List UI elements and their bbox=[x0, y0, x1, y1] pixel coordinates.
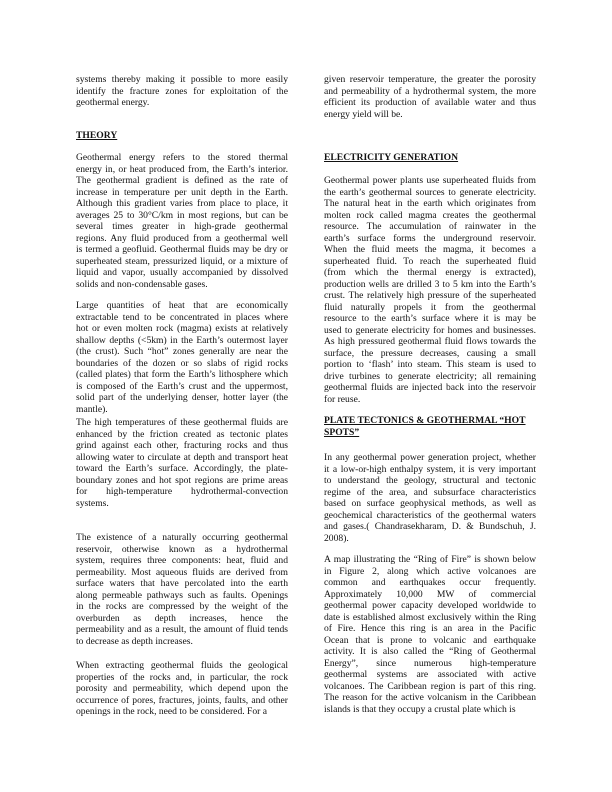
text-line: The geothermal gradient is defined as the rate of bbox=[76, 175, 288, 186]
text-line: regions. Any fluid produced from a geothermal well bbox=[76, 232, 288, 244]
text-line: A map illustrating the “Ring of Fire” is shown below bbox=[324, 554, 536, 565]
text-line: and permeability of a hydrothermal system, the more bbox=[324, 85, 536, 97]
text-line: When extracting geothermal fluids the geological bbox=[76, 660, 288, 671]
text-line: along permeable pathways such as faults. Openings bbox=[76, 589, 288, 601]
text-line: is termed a geofluid. Geothermal fluids may be dry or bbox=[76, 244, 288, 255]
text-line: (from which the thermal energy is extracted), bbox=[324, 267, 536, 278]
text-line: reservoir, otherwise known as a hydrothermal bbox=[76, 543, 288, 555]
text-line: for reuse. bbox=[324, 393, 361, 405]
text-line: When the fluid meets the magma, it becomes a bbox=[324, 244, 536, 255]
text-line: extractable tend to be concentrated in places where bbox=[76, 311, 288, 323]
text-line: (the crust). Such “hot” zones generally are near the bbox=[76, 346, 288, 357]
text-line: grind against each other, fracturing rocks and thus bbox=[76, 440, 288, 451]
text-line: earth’s surface forms the underground reservoir. bbox=[324, 232, 536, 244]
heading-electricity-generation: ELECTRICITY GENERATION bbox=[324, 152, 459, 163]
text-line: enhanced by the friction created as tectonic plates bbox=[76, 428, 288, 440]
paragraph-reservoir-continuation bbox=[324, 74, 536, 120]
text-line: efficient its production of available water and thus bbox=[324, 97, 536, 108]
text-line: porosity and permeability, which depend upon the bbox=[76, 683, 288, 694]
paragraph-extraction bbox=[76, 660, 288, 718]
text-line: systems. bbox=[76, 497, 109, 509]
text-line: volcanoes. The Caribbean region is part of this ring. bbox=[324, 680, 536, 692]
text-line: Geothermal energy refers to the stored thermal bbox=[76, 152, 288, 163]
text-line: superheated steam, pressurized liquid, or a mixture of bbox=[76, 255, 288, 267]
text-line: for high-temperature hydrothermal-convection bbox=[76, 486, 288, 497]
text-line: permeability and as a result, the amount of fluid tends bbox=[76, 624, 288, 635]
text-line: mantle). bbox=[76, 403, 108, 415]
text-line: common and earthquakes occur frequently. bbox=[324, 577, 536, 588]
text-line: it a low-or-high enthalpy system, it is very important bbox=[324, 463, 536, 475]
text-line: given reservoir temperature, the greater the porosity bbox=[324, 74, 536, 85]
text-line: resource to the earth’s surface where it is may be bbox=[324, 313, 536, 324]
text-line: hot or even molten rock (magma) exists at relatively bbox=[76, 323, 288, 334]
paragraph-reservoir bbox=[76, 532, 288, 647]
text-line: The high temperatures of these geothermal fluids are bbox=[76, 417, 288, 428]
text-line: geothermal power capacity developed worldwide to bbox=[324, 600, 536, 611]
text-line: regime of the area, and subsurface characteristics bbox=[324, 486, 536, 498]
text-line: drive turbines to generate electricity; all remaining bbox=[324, 370, 536, 382]
text-line: overburden as depth increases, hence the bbox=[76, 612, 288, 624]
text-line: system, requires three components: heat, fluid and bbox=[76, 555, 288, 566]
text-line: occurrence of pores, fractures, joints, faults, and other bbox=[76, 694, 288, 706]
text-line: (called plates) that form the Earth’s lithosphere which bbox=[76, 369, 288, 380]
heading-theory: THEORY bbox=[76, 130, 118, 141]
text-line: to decrease as depth increases. bbox=[76, 635, 193, 647]
text-line: identify the fracture zones for exploitation of the bbox=[76, 85, 288, 97]
paragraph-high-temperatures bbox=[76, 417, 288, 509]
paragraph-power-project bbox=[324, 452, 536, 544]
text-line: of Fire. Hence this ring is an area in the Pacific bbox=[324, 623, 536, 634]
text-line: activity. It is also called the “Ring of Geothermal bbox=[324, 646, 536, 657]
text-line: properties of the rocks and, in particular, the rock bbox=[76, 671, 288, 683]
text-line: geothermal systems are associated with active bbox=[324, 669, 536, 680]
text-line: systems thereby making it possible to more easily bbox=[76, 74, 288, 85]
heading-plate-tectonics bbox=[324, 415, 536, 438]
text-line: in the rocks are compressed by the weight of the bbox=[76, 601, 288, 612]
text-line: Energy”, since numerous high-temperature bbox=[324, 657, 536, 669]
text-line: production wells are drilled 3 to 5 km into the Earth’s bbox=[324, 278, 536, 290]
text-line: several times greater in high-grade geothermal bbox=[76, 221, 288, 232]
text-line: surface waters that have percolated into the earth bbox=[76, 578, 288, 589]
text-line: solids and non-condensable gases. bbox=[76, 278, 208, 290]
text-line: 2008). bbox=[324, 532, 349, 544]
text-line: permeability. Most aqueous fluids are derived from bbox=[76, 566, 288, 578]
paragraph-intro-continuation bbox=[76, 74, 288, 109]
text-line: geothermal energy. bbox=[76, 97, 150, 108]
text-line: geochemical characteristics of the geothermal waters bbox=[324, 509, 536, 521]
text-line: the earth’s geothermal sources to generate electricity. bbox=[324, 186, 536, 198]
text-line: in Figure 2, along which active volcanoes are bbox=[324, 565, 536, 577]
text-line: As high pressured geothermal fluid flows towards the bbox=[324, 336, 536, 347]
text-line: based on surface geophysical methods, as well as bbox=[324, 498, 536, 509]
text-line: openings in the rock, need to be considered. For a bbox=[76, 706, 268, 717]
text-line: toward the Earth’s surface. Accordingly, the plate- bbox=[76, 463, 288, 474]
text-line: geothermal fluids are injected back into the reservoir bbox=[324, 382, 536, 393]
text-line: increase in temperature per unit depth in the Earth. bbox=[76, 186, 288, 198]
text-line: In any geothermal power generation project, whether bbox=[324, 452, 536, 463]
text-line: Approximately 10,000 MW of commercial bbox=[324, 588, 536, 600]
text-line: molten rock called magma creates the geothermal bbox=[324, 209, 536, 221]
text-line: islands is that they occupy a crustal plate which is bbox=[324, 703, 516, 715]
text-line: Although this gradient varies from place to place, it bbox=[76, 198, 288, 209]
text-line: shallow depths (<5km) in the Earth’s outermost layer bbox=[76, 334, 288, 346]
text-line: superheated fluid. To reach the superheated fluid bbox=[324, 255, 536, 267]
text-line: SPOTS” bbox=[324, 426, 360, 438]
text-line: Ocean that is prone to volcanic and earthquake bbox=[324, 634, 536, 646]
text-line: Geothermal power plants use superheated fluids from bbox=[324, 175, 536, 186]
text-line: solid part of the underlying denser, hotter layer (the bbox=[76, 392, 288, 403]
text-line: crust. The relatively high pressure of the superheated bbox=[324, 290, 536, 301]
text-line: resource. The accumulation of rainwater in the bbox=[324, 221, 536, 232]
text-line: The natural heat in the earth which originates from bbox=[324, 198, 536, 209]
text-line: used to generate electricity for homes and businesses. bbox=[324, 324, 536, 336]
text-line: averages 25 to 30°C/km in most regions, but can be bbox=[76, 209, 288, 221]
text-line: The existence of a naturally occurring geothermal bbox=[76, 532, 288, 543]
text-line: energy yield will be. bbox=[324, 108, 403, 120]
text-line: to understand the geology, structural and tectonic bbox=[324, 475, 536, 486]
text-line: allowing water to circulate at depth and transport heat bbox=[76, 451, 288, 463]
text-line: Large quantities of heat that are economically bbox=[76, 300, 288, 311]
text-line: boundaries of the dozen or so slabs of rigid rocks bbox=[76, 357, 288, 369]
paragraph-power-plants bbox=[324, 175, 536, 405]
text-line: portion to ‘flash’ into steam. This steam is used to bbox=[324, 359, 536, 370]
text-line: energy in, or heat produced from, the Earth’s interior. bbox=[76, 163, 288, 175]
text-line: The reason for the active volcanism in the Caribbean bbox=[324, 692, 536, 703]
text-line: liquid and vapor, usually accompanied by dissolved bbox=[76, 267, 288, 278]
paragraph-heat-quantities bbox=[76, 300, 288, 415]
text-line: is composed of the Earth’s crust and the uppermost, bbox=[76, 380, 288, 392]
paragraph-ring-of-fire bbox=[324, 554, 536, 715]
text-line: and gases.( Chandrasekharam, D. & Bundschuh, J. bbox=[324, 521, 536, 532]
text-line: boundary zones and hot spot regions are prime areas bbox=[76, 474, 288, 486]
text-line: date is established almost exclusively within the Ring bbox=[324, 611, 536, 623]
text-line: surface, the pressure decreases, causing a small bbox=[324, 347, 536, 359]
text-line: fluid naturally propels it from the geothermal bbox=[324, 301, 536, 313]
text-line: PLATE TECTONICS & GEOTHERMAL “HOT bbox=[324, 415, 526, 426]
paragraph-geothermal-energy bbox=[76, 152, 288, 290]
